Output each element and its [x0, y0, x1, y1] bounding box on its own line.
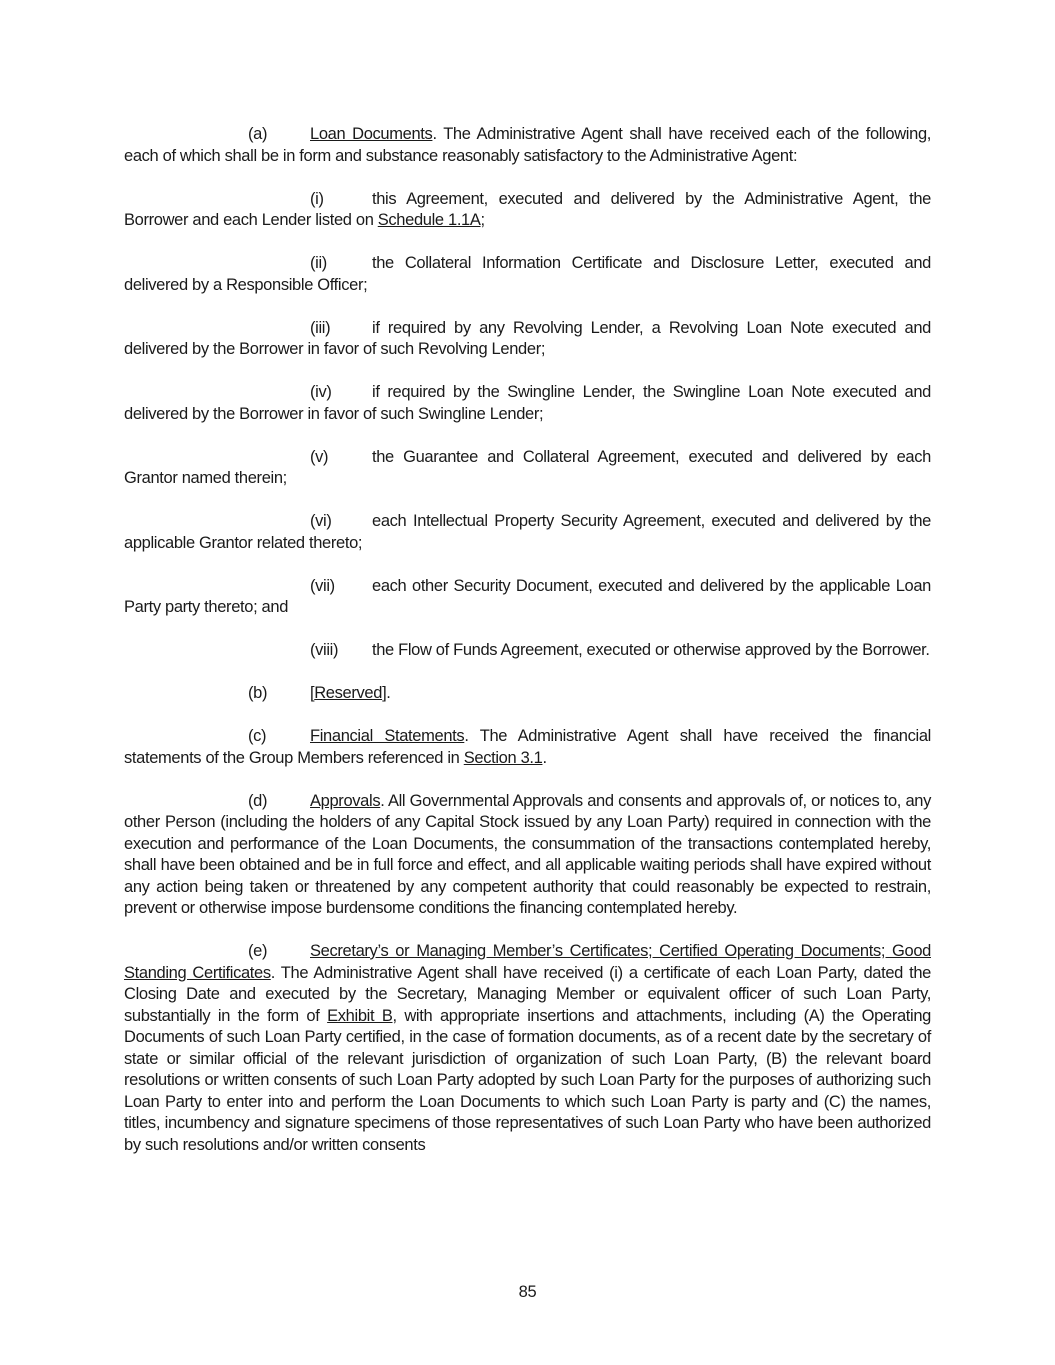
- paragraph-label: (e): [248, 942, 268, 960]
- paragraph-heading: Loan Documents: [310, 125, 433, 143]
- document-body: [124, 124, 931, 1178]
- paragraph-d: [124, 791, 931, 920]
- item-text: if required by any Revolving Lender, a Revolving Loan Note executed and delivered by the Borrower in favor of such Revolving Lender;: [124, 318, 931, 358]
- list-item: [124, 382, 931, 425]
- list-item: [124, 447, 931, 490]
- item-label: (i): [310, 189, 324, 208]
- item-label: (vi): [310, 512, 332, 530]
- paragraph-heading: Secretary’s or Managing Member’s Certificates; Certified Operating Documents; Good Standing Certificates: [124, 942, 931, 982]
- item-label: (viii): [310, 641, 339, 659]
- item-text: if required by the Swingline Lender, the Swingline Loan Note executed and delivered by the Borrower in favor of such Swingline Lender;: [124, 383, 931, 423]
- bracket-close: ].: [382, 684, 391, 702]
- list-item: [124, 253, 931, 296]
- item-text: each other Security Document, executed and delivered by the applicable Loan Party party thereto; and: [124, 576, 931, 616]
- paragraph-a: [124, 124, 931, 167]
- list-item: [124, 511, 931, 554]
- paragraph-text: . The Administrative Agent shall have received the financial statements of the Group Members referenced in: [124, 727, 931, 767]
- item-text: the Guarantee and Collateral Agreement, executed and delivered by each Grantor named therein;: [124, 447, 931, 487]
- paragraph-text: . The Administrative Agent shall have received each of the following, each of which shall be in form and substance reasonably satisfactory to the Administrative Agent:: [124, 125, 932, 165]
- paragraph-label: (a): [248, 125, 268, 143]
- item-text: this Agreement, executed and delivered by the Administrative Agent, the Borrower and each Lender listed on: [124, 189, 931, 229]
- paragraph-text-end: , with appropriate insertions and attachments, including (A) the Operating Documents of such Loan Party certified, in the case of formation documents, as of a recent date by the secretary of state or similar official of the relevant jurisdiction of organization of such Loan Party, (B) the relevant board resolutions or written consents of such Loan Party adopted by such Loan Party for the purposes of authorizing such Loan Party to enter into and perform the Loan Documents to which such Loan Party is party and (C) the names, titles, incumbency and signature specimens of those representatives of such Loan Party who have been authorized by such resolutions and/or written consents: [124, 1006, 931, 1154]
- paragraph-text: . The Administrative Agent shall have received (i) a certificate of each Loan Party, dated the Closing Date and executed by the Secretary, Managing Member or equivalent officer of such Loan Party, substantially in the form of: [124, 963, 931, 1025]
- paragraph-heading: Financial Statements: [310, 727, 465, 745]
- paragraph-heading: Reserved: [314, 684, 383, 702]
- paragraph-label: (d): [248, 791, 268, 810]
- cross-reference-link: Schedule 1.1A: [377, 211, 481, 229]
- cross-reference-link: Section 3.1: [463, 748, 543, 767]
- paragraph-b: [124, 683, 931, 705]
- cross-reference-link: Exhibit B: [327, 1006, 393, 1025]
- paragraph-e: [124, 941, 931, 1156]
- item-text: the Flow of Funds Agreement, executed or otherwise approved by the Borrower.: [372, 641, 930, 659]
- paragraph-text: . All Governmental Approvals and consents and approvals of, or notices to, any other Person (including the holders of any Capital Stock issued by any Loan Party) required in connection with the execution and performance of the Loan Documents, the consummation of the transactions contemplated hereby, shall have been obtained and be in full force and effect, and all applicable waiting periods shall have expired without any action being taken or threatened by any competent authority that could reasonably be expected to restrain, prevent or otherwise impose burdensome conditions the financing contemplated hereby.: [124, 791, 931, 917]
- paragraph-text-end: .: [542, 748, 547, 767]
- list-item: [124, 189, 931, 232]
- paragraph-label: (b): [248, 684, 268, 702]
- item-label: (vii): [310, 576, 335, 595]
- item-text-end: ;: [480, 211, 485, 229]
- item-label: (iii): [310, 318, 331, 337]
- page-number: 85: [518, 1283, 537, 1301]
- list-item: [124, 318, 931, 361]
- item-text: the Collateral Information Certificate and Disclosure Letter, executed and delivered by a Responsible Officer;: [124, 254, 931, 294]
- item-label: (ii): [310, 254, 327, 272]
- item-text: each Intellectual Property Security Agreement, executed and delivered by the applicable Grantor related thereto;: [124, 512, 931, 552]
- item-label: (iv): [310, 383, 332, 401]
- paragraph-label: (c): [248, 727, 267, 745]
- list-item: [124, 640, 931, 662]
- list-item: [124, 576, 931, 619]
- paragraph-c: [124, 726, 931, 769]
- bracket-open: [: [310, 684, 315, 702]
- item-label: (v): [310, 447, 329, 466]
- paragraph-heading: Approvals: [310, 791, 381, 810]
